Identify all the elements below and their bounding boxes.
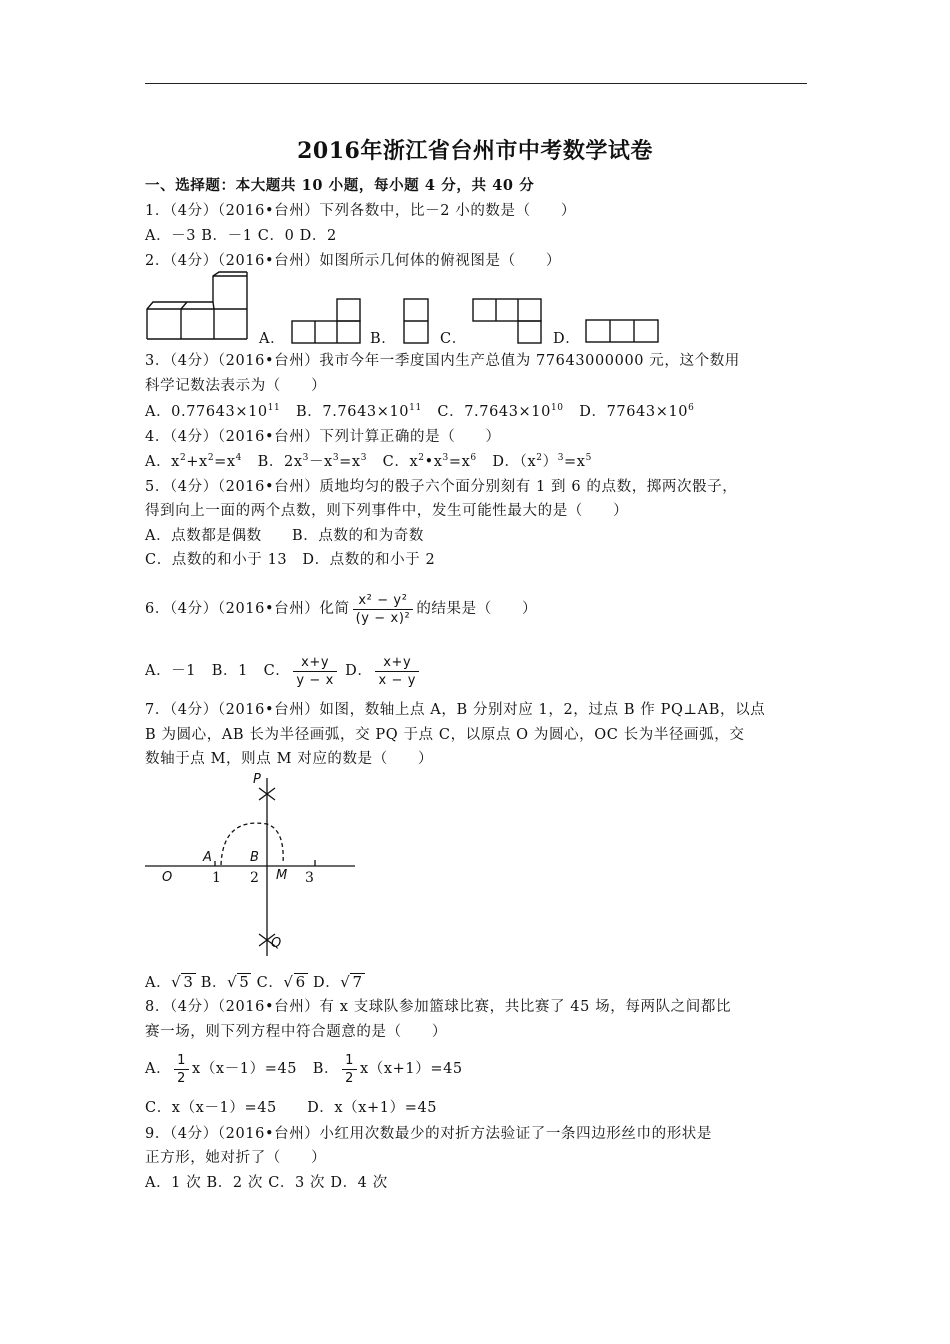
q5-line1: 5．（4分）（2016•台州）质地均匀的骰子六个面分别刻有 1 到 6 的点数，掷两次骰子， [145, 479, 738, 495]
q3-options [145, 402, 694, 422]
q8-option-a-eq: x（x－1）=45 [192, 1061, 298, 1077]
q3-option-c: C．7.7643×10 [437, 404, 551, 420]
q5-options-row1: A．点数都是偶数 B．点数的和为奇数 [145, 528, 425, 544]
q6-option-c-label: C． [263, 663, 291, 679]
q8-line2: 赛一场，则下列方程中符合题意的是（ ） [145, 1024, 447, 1040]
q1-options: A．－3 B．－1 C．0 D．2 [145, 228, 337, 244]
q6-option-b: B．1 [211, 663, 248, 679]
q6-option-c-fraction: $\frac{x+y}{y - x}$ [293, 654, 337, 689]
q7-label-b: B [250, 850, 259, 865]
q3-option-a: A．0.77643×10 [145, 404, 268, 420]
q7-option-a-label: A． [145, 975, 172, 991]
q2-solid-figure [145, 272, 250, 342]
q7-options [145, 972, 365, 993]
q3-option-b: B．7.7643×10 [296, 404, 410, 420]
q3-line1: 3．（4分）（2016•台州）我市今年一季度国内生产总值为 77643000000 元，这个数用 [145, 353, 740, 369]
q7-label-m: M [276, 868, 288, 883]
q2-option-c-figure [472, 297, 542, 345]
q7-option-b-sqrt: √ 5 [227, 973, 250, 991]
q8-option-b-eq: x（x+1）=45 [360, 1061, 463, 1077]
q6-stem-prefix: 6．（4分）（2016•台州）化简 [145, 601, 350, 617]
q7-tick-1: 1 [212, 870, 221, 886]
q8-option-b-label: B． [312, 1061, 340, 1077]
section-heading: 一、选择题：本大题共 10 小题，每小题 4 分，共 40 分 [145, 177, 535, 194]
q2-option-c-label: C． [440, 331, 467, 347]
q9-line2: 正方形，她对折了（ ） [145, 1150, 327, 1166]
q6-fraction [353, 592, 414, 627]
q2-stem: 2．（4分）（2016•台州）如图所示几何体的俯视图是（ ） [145, 253, 562, 269]
q7-line1: 7．（4分）（2016•台州）如图，数轴上点 A，B 分别对应 1，2，过点 B 作 PQ⊥AB，以点 [145, 702, 766, 718]
q7-option-d-label: D． [312, 975, 341, 991]
q2-option-a-label: A． [259, 331, 286, 347]
q4-option-a: A．$x^2+x^2=x^4$ [145, 453, 242, 470]
q3-option-d-exp: 6 [688, 403, 695, 413]
q2-option-b-label: B． [370, 331, 397, 347]
q3-option-b-exp: 11 [409, 403, 422, 413]
q6-options [145, 648, 422, 694]
q9-line1: 9．（4分）（2016•台州）小红用次数最少的对折方法验证了一条四边形丝巾的形状是 [145, 1126, 713, 1142]
q7-line2: B 为圆心，AB 长为半径画弧，交 PQ 于点 C，以原点 O 为圆心，OC 长为半径画弧，交 [145, 727, 745, 743]
q7-number-line-figure [145, 772, 360, 962]
q8-option-b-fraction: $\frac{1}{2}$ [342, 1052, 357, 1087]
q4-options [145, 452, 592, 472]
q5-options-row2: C．点数的和小于 13 D．点数的和小于 2 [145, 552, 436, 568]
q7-option-c-sqrt: √ 6 [283, 973, 306, 991]
q6-denominator: (y − x)² [355, 610, 411, 626]
q7-label-q: Q [271, 936, 282, 951]
q4-option-d: D．$(x^2)^3=x^5$ [492, 453, 592, 470]
q7-option-c-label: C． [256, 975, 284, 991]
q6-numerator: x² − y² [353, 592, 414, 610]
q3-option-d: D．77643×10 [579, 404, 689, 420]
q2-option-a-figure [291, 297, 361, 345]
q8-options-row2: C．x（x－1）=45 D．x（x+1）=45 [145, 1100, 438, 1116]
q8-line1: 8．（4分）（2016•台州）有 x 支球队参加篮球比赛，共比赛了 45 场，每两队之间都比 [145, 999, 732, 1015]
q7-option-a-sqrt: √ 3 [171, 973, 194, 991]
q9-options: A．1 次 B．2 次 C．3 次 D．4 次 [145, 1175, 388, 1191]
q2-option-b-figure [403, 297, 429, 345]
q6-option-d-label: D． [345, 663, 373, 679]
q7-option-b-label: B． [200, 975, 228, 991]
q7-option-d-sqrt: √ 7 [340, 973, 363, 991]
q3-line2: 科学记数法表示为（ ） [145, 378, 327, 394]
q6-stem-suffix: 的结果是（ ） [416, 601, 538, 617]
q8-option-a-label: A． [145, 1061, 172, 1077]
q3-option-a-exp: 11 [267, 403, 281, 413]
q7-label-o: O [162, 870, 173, 885]
q7-label-a: A [203, 850, 212, 865]
header-rule [145, 83, 807, 84]
q7-tick-3: 3 [305, 870, 314, 886]
q4-option-b: B．$2x^3-x^3=x^3$ [257, 453, 368, 470]
q1-stem: 1．（4分）（2016•台州）下列各数中，比－2 小的数是（ ） [145, 203, 577, 219]
q6-option-d-fraction: $\frac{x+y}{x - y}$ [375, 654, 419, 689]
q4-stem: 4．（4分）（2016•台州）下列计算正确的是（ ） [145, 429, 501, 445]
q8-option-a-fraction: $\frac{1}{2}$ [174, 1052, 189, 1087]
q2-option-d-figure [585, 318, 659, 344]
q2-option-d-label: D． [553, 331, 581, 347]
q6-stem [145, 584, 537, 634]
q8-options-row1 [145, 1048, 463, 1090]
page-title: 2016年浙江省台州市中考数学试卷 [297, 138, 653, 164]
q7-line3: 数轴于点 M，则点 M 对应的数是（ ） [145, 751, 434, 767]
q7-tick-2: 2 [250, 870, 259, 886]
q4-option-c: C．$x^2•x^3=x^6$ [382, 453, 477, 470]
q7-label-p: P [253, 772, 261, 787]
q3-option-c-exp: 10 [550, 403, 564, 413]
q5-line2: 得到向上一面的两个点数，则下列事件中，发生可能性最大的是（ ） [145, 503, 629, 519]
q6-option-a: A．－1 [145, 663, 197, 679]
